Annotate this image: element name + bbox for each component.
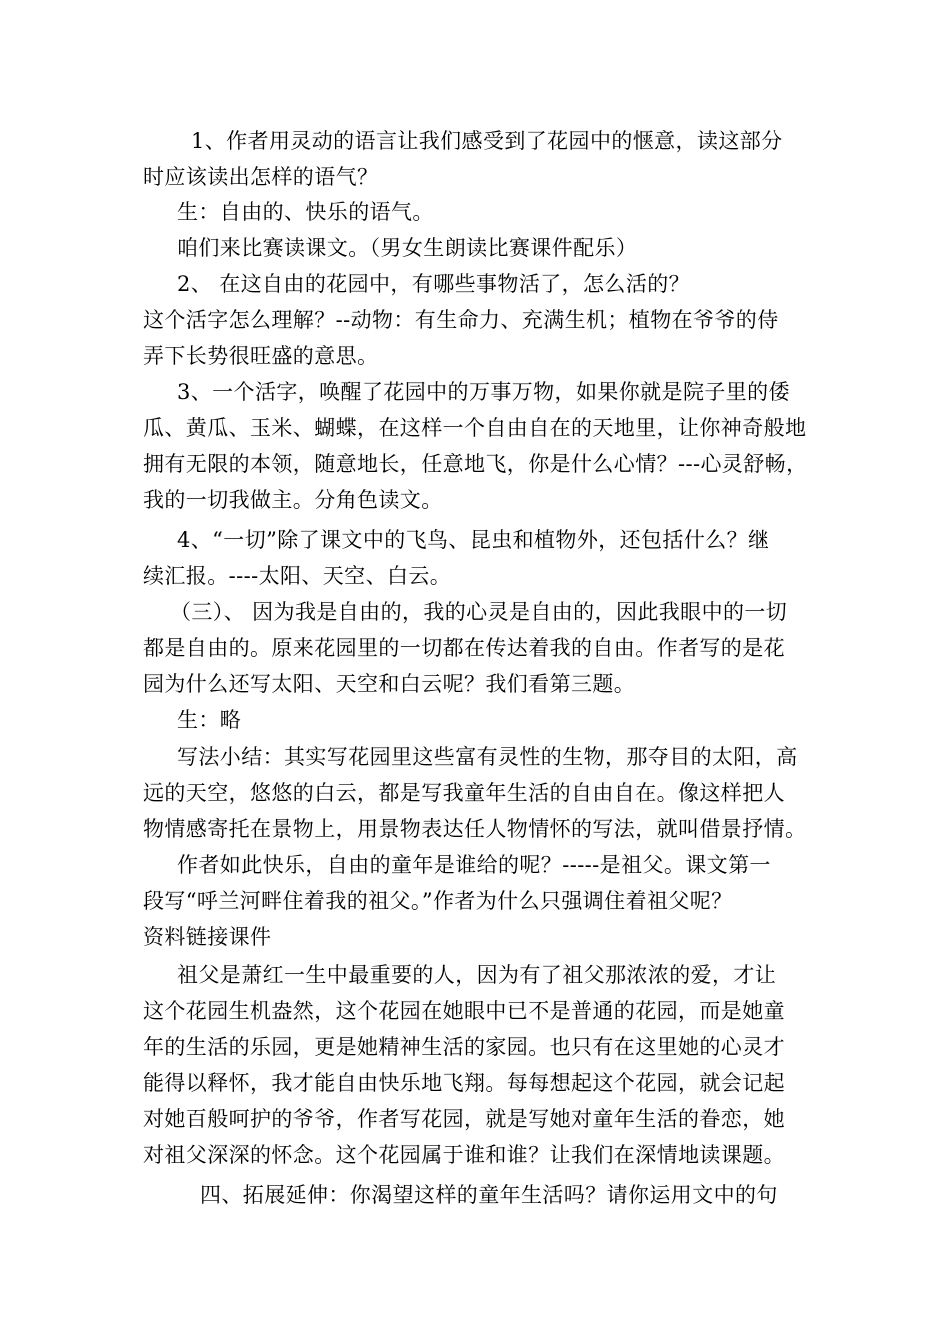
text-line: 生：自由的、快乐的语气。 [177,200,434,224]
text-line: 物情感寄托在景物上，用景物表达任人物情怀的写法，就叫借景抒情。 [143,817,807,841]
text-line: 3、一个活字，唤醒了花园中的万事万物，如果你就是院子里的倭 [177,380,790,404]
text-line: （三）、 因为我是自由的，我的心灵是自由的，因此我眼中的一切 [170,600,788,624]
text-line: 作者如此快乐，自由的童年是谁给的呢？-----是祖父。课文第一 [177,853,771,877]
text-line: 写法小结：其实写花园里这些富有灵性的生物，那夺目的太阳，高 [177,745,798,769]
text-line: 拥有无限的本领，随意地长，任意地飞，你是什么心情？---心灵舒畅， [143,452,808,476]
text-line: 能得以释怀，我才能自由快乐地飞翔。每每想起这个花园，就会记起 [143,1071,785,1095]
text-line: 都是自由的。原来花园里的一切都在传达着我的自由。作者写的是花 [143,636,785,660]
text-line: 1、作者用灵动的语言让我们感受到了花园中的惬意，读这部分 [191,129,783,153]
text-line: 园为什么还写太阳、天空和白云呢？我们看第三题。 [143,672,636,696]
text-line: 时应该读出怎样的语气？ [143,165,379,189]
text-line: 年的生活的乐园，更是她精神生活的家园。也只有在这里她的心灵才 [143,1035,785,1059]
text-line: 远的天空，悠悠的白云，都是写我童年生活的自由自在。像这样把人 [143,781,785,805]
text-line: 弄下长势很旺盛的意思。 [143,344,379,368]
text-line: 生：略 [177,708,242,732]
text-line: 这个活字怎么理解？--动物：有生命力、充满生机；植物在爷爷的侍 [143,308,779,332]
text-line: 资料链接课件 [143,925,272,949]
text-line: 咱们来比赛读课文。（男女生朗读比赛课件配乐） [177,236,638,260]
text-line: 对她百般呵护的爷爷，作者写花园，就是写她对童年生活的眷恋，她 [143,1107,785,1131]
text-line: 续汇报。----太阳、天空、白云。 [143,564,452,588]
text-line: 4、“一切”除了课文中的飞鸟、昆虫和植物外，还包括什么？继 [177,528,770,552]
text-line: 祖父是萧红一生中最重要的人，因为有了祖父那浓浓的爱，才让 [177,963,777,987]
text-line: 段写“呼兰河畔住着我的祖父。”作者为什么只强调住着祖父呢？ [143,889,733,913]
text-line: 2、 在这自由的花园中，有哪些事物活了，怎么活的？ [177,272,691,296]
text-line: 对祖父深深的怀念。这个花园属于谁和谁？让我们在深情地读课题。 [143,1143,785,1167]
text-line: 我的一切我做主。分角色读文。 [143,488,443,512]
text-line: 瓜、黄瓜、玉米、蝴蝶，在这样一个自由自在的天地里，让你神奇般地 [143,416,807,440]
text-line: 这个花园生机盎然，这个花园在她眼中已不是普通的花园，而是她童 [143,999,785,1023]
text-line: 四、拓展延伸：你渴望这样的童年生活吗？请你运用文中的句 [200,1183,778,1207]
